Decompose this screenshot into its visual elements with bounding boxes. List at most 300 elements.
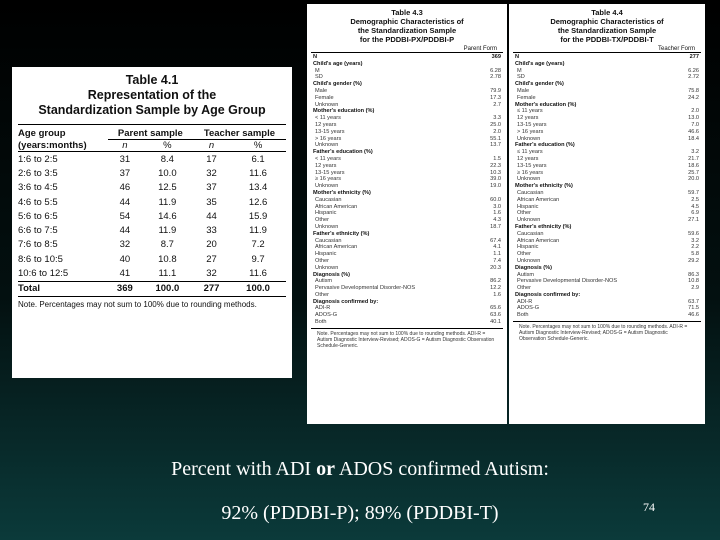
row-value: 7.0 [691,121,699,128]
demographic-row [509,74,705,81]
row-label: Other [517,251,531,258]
value-cell: 8.7 [160,239,174,251]
row-label: 12 years [315,162,337,169]
demographic-row [509,305,705,312]
age-group-cell: 6:6 to 7:5 [18,225,58,237]
row-label: N [515,54,520,60]
row-label: ≤ 11 years [517,149,543,156]
demographic-row [307,88,507,95]
value-cell: 31 [119,153,131,165]
age-group-cell: 7:6 to 8:5 [18,239,58,251]
row-label: 13-15 years [315,128,345,135]
row-label: Pervasive Developmental Disorder-NOS [315,285,416,292]
row-value: 39.0 [490,176,501,183]
row-label: Mother's ethnicity (%) [515,183,573,190]
row-value: 5.8 [691,251,699,258]
table-4-3-title [307,4,507,44]
row-value: 2.7 [493,101,501,108]
row-value: 2.5 [691,196,699,203]
row-value: 2.0 [493,128,501,135]
demographic-row [509,54,705,61]
demographic-row [307,305,507,312]
demographic-row [307,108,507,115]
page-number: 74 [643,500,655,514]
demographic-row [307,299,507,306]
row-value: 2.0 [691,108,699,115]
row-value: 4.5 [691,203,699,210]
total-row [18,281,286,296]
demographic-row [509,190,705,197]
value-cell: 32 [206,167,217,179]
demographic-row [509,122,705,129]
demographic-row [307,156,507,163]
age-group-cell: 2:6 to 3:5 [18,167,58,179]
demographic-row [509,129,705,136]
demographic-row [307,204,507,211]
demographic-row [509,95,705,102]
age-unit-header: (years:months) [18,140,108,152]
value-cell: 9.7 [251,253,265,265]
value-cell: 11.6 [249,268,267,280]
row-value: 18.4 [688,135,699,142]
row-value: 60.0 [490,196,501,203]
row-value: 277 [689,54,699,60]
table-4-4-title [509,4,705,44]
row-value: 46.6 [688,128,699,135]
row-label: Hispanic [517,203,539,210]
demographic-row [307,170,507,177]
value-cell: 7.2 [251,239,265,251]
row-label: SD [517,74,525,81]
row-label: Mother's education (%) [313,108,375,115]
value-cell: 32 [206,268,217,280]
value-cell: 8.4 [160,153,174,165]
table-title-line: for the PDDBI-TX/PDDBI-T [560,35,654,44]
row-value: 3.2 [691,149,699,156]
value-cell: 14.6 [158,210,177,222]
demographic-row [307,292,507,299]
row-value: 2.72 [688,74,699,81]
row-label: Autism [517,271,535,278]
demographic-row [509,149,705,156]
row-value: 86.2 [490,278,501,285]
row-value: 6.26 [688,67,699,74]
row-label: Unknown [315,183,339,190]
row-label: Unknown [517,257,541,264]
row-label: Both [517,312,529,319]
subheader-pct: % [230,140,286,152]
table-title-line: Standardization Sample by Age Group [38,103,266,117]
value-cell: 40 [119,253,131,265]
row-label: African American [315,244,358,251]
age-group-table [18,124,286,297]
row-label: Both [315,319,327,326]
table-title-line: Demographic Characteristics of [350,17,464,26]
table-row [18,166,286,180]
demographic-row [307,61,507,68]
parent-sample-header: Parent sample [108,125,193,140]
row-value: 4.1 [493,244,501,251]
row-label: Pervasive Developmental Disorder-NOS [517,278,618,285]
row-label: Caucasian [315,196,342,203]
value-cell: 6.1 [251,153,265,165]
row-value: 63.7 [688,298,699,305]
row-value: 25.0 [490,121,501,128]
table-4-4-note: Note. Percentages may not sum to 100% due to rounding methods. ADI-R = Autism Diagnostic Interview-Revised; ADOS-G = Autism Diagnostic Observation Schedule-Generic. [513,321,701,342]
table-title-line: for the PDDBI-PX/PDDBI-P [359,35,455,44]
row-value: 6.28 [490,67,501,74]
row-label: Mother's ethnicity (%) [313,189,371,196]
demographic-row [509,224,705,231]
row-label: Father's education (%) [515,142,575,149]
demographic-row [307,163,507,170]
value-cell: 11.6 [249,167,267,179]
caption-or: or [316,458,335,480]
row-label: Unknown [315,223,339,230]
table-4-4-card [509,4,705,424]
table-title-line: Table 4.1 [125,73,179,87]
row-value: 75.8 [688,87,699,94]
value-cell: 32 [119,239,131,251]
row-label: Unknown [315,142,339,149]
row-value: 79.9 [490,87,501,94]
demographic-row [307,81,507,88]
demographic-row [307,224,507,231]
value-cell: 44 [119,225,131,237]
demographic-row [509,299,705,306]
row-value: 63.6 [490,312,501,319]
row-label: Other [315,257,329,264]
row-value: 10.8 [688,278,699,285]
row-label: > 16 years [315,135,342,142]
value-cell: 10.8 [158,253,177,265]
value-cell: 44 [119,196,131,208]
row-value: 86.3 [688,271,699,278]
row-label: Mother's education (%) [515,101,577,108]
table-row [18,181,286,195]
age-group-header: Age group [18,125,108,140]
table-4-1-note: Note. Percentages may not sum to 100% due to rounding methods. [18,299,257,309]
row-label: Hispanic [315,251,337,258]
table-4-4-rows [509,54,705,319]
row-label: African American [315,203,358,210]
row-value: 2.78 [490,74,501,81]
row-label: ADI-R [517,298,533,305]
demographic-row [307,251,507,258]
subheader-pct: % [142,140,193,152]
age-group-cell: 5:6 to 6:5 [18,210,58,222]
row-label: African American [517,196,560,203]
value-cell: 12.5 [158,182,177,194]
demographic-row [509,244,705,251]
row-value: 13.0 [688,115,699,122]
row-label: ≤ 11 years [517,108,543,115]
demographic-row [307,136,507,143]
row-label: Male [517,87,530,94]
demographic-row [509,102,705,109]
row-value: 67.4 [490,237,501,244]
demographic-row [509,278,705,285]
row-label: N [313,54,318,60]
demographic-row [307,231,507,238]
value-cell: 11.9 [158,225,177,237]
row-value: 369 [491,54,501,60]
table-row [18,266,286,281]
row-value: 20.0 [688,176,699,183]
row-label: Diagnosis confirmed by: [313,298,379,305]
row-label: Father's ethnicity (%) [515,223,572,230]
row-label: Male [315,87,328,94]
row-value: 4.3 [493,217,501,224]
subheader-n: n [193,140,230,152]
total-cell: 100.0 [230,281,286,296]
demographic-row [307,217,507,224]
value-cell: 35 [206,196,217,208]
caption-line-2: 92% (PDDBI-P); 89% (PDDBI-T) [221,502,499,524]
value-cell: 17 [206,153,217,165]
age-group-cell: 3:6 to 4:5 [18,182,58,194]
row-value: 27.1 [688,217,699,224]
total-cell: 100.0 [142,281,193,296]
demographic-row [509,312,705,319]
row-label: Unknown [517,217,541,224]
row-value: 21.7 [688,155,699,162]
row-value: 20.3 [490,264,501,271]
demographic-row [307,102,507,109]
demographic-row [509,238,705,245]
demographic-row [307,244,507,251]
row-value: 2.9 [691,285,699,292]
table-title-line: Table 4.3 [391,8,423,17]
demographic-row [307,312,507,319]
row-value: 3.2 [691,237,699,244]
table-row [18,252,286,266]
demographic-row [307,197,507,204]
table-4-1-card [12,67,292,378]
row-label: Child's age (years) [515,60,565,67]
row-label: < 11 years [315,115,341,122]
demographic-row [509,204,705,211]
row-value: 65.6 [490,305,501,312]
demographic-row [307,74,507,81]
value-cell: 20 [206,239,217,251]
demographic-row [509,108,705,115]
row-label: 12 years [315,121,337,128]
table-title-line: Table 4.4 [591,8,623,17]
row-label: SD [315,74,323,81]
row-value: 18.6 [688,162,699,169]
demographic-row [509,265,705,272]
caption-text: ADOS confirmed Autism: [334,458,549,480]
value-cell: 11.9 [249,225,267,237]
demographic-row [509,251,705,258]
row-label: 12 years [517,115,539,122]
row-value: 3.0 [493,203,501,210]
value-cell: 33 [206,225,217,237]
row-value: 7.4 [493,257,501,264]
row-value: 12.2 [490,285,501,292]
row-label: Diagnosis (%) [313,271,350,278]
row-label: M [517,67,522,74]
demographic-row [509,231,705,238]
row-label: Other [517,210,531,217]
table-4-3-rows [307,54,507,326]
row-value: 1.5 [493,155,501,162]
row-label: Hispanic [517,244,539,251]
demographic-row [509,285,705,292]
row-label: Female [517,94,536,101]
caption-text: Percent with ADI [171,458,317,480]
demographic-row [509,156,705,163]
table-row [18,238,286,252]
row-label: < 11 years [315,155,341,162]
row-value: 25.7 [688,169,699,176]
demographic-row [307,149,507,156]
row-label: Other [315,291,329,298]
row-value: 40.1 [490,319,501,326]
row-label: Unknown [517,135,541,142]
row-label: > 16 years [517,128,544,135]
row-label: Diagnosis (%) [515,264,552,271]
total-label: Total [18,281,108,296]
table-title-line: the Standardization Sample [357,26,457,35]
parent-form-header: Parent Form [311,46,503,53]
row-label: Caucasian [517,189,544,196]
row-label: ADOS-G [315,312,338,319]
row-label: Child's age (years) [313,60,363,67]
table-4-3-card [307,4,507,424]
row-value: 10.3 [490,169,501,176]
row-value: 13.7 [490,142,501,149]
row-value: 1.6 [493,210,501,217]
teacher-form-header: Teacher Form [513,46,701,53]
demographic-row [509,217,705,224]
table-title-line: Representation of the [87,88,217,102]
demographic-row [307,176,507,183]
row-label: 13-15 years [517,121,547,128]
value-cell: 37 [119,167,131,179]
row-label: Autism [315,278,333,285]
demographic-row [307,54,507,61]
row-label: Child's gender (%) [515,81,564,88]
demographic-row [307,265,507,272]
row-label: Father's education (%) [313,149,373,156]
row-value: 59.6 [688,230,699,237]
table-4-1-title [12,67,292,118]
caption-line-1 [0,458,720,481]
demographic-row [307,122,507,129]
row-label: Hispanic [315,210,337,217]
row-label: 13-15 years [517,162,547,169]
value-cell: 12.6 [248,196,268,208]
row-value: 2.2 [691,244,699,251]
row-value: 55.1 [490,135,501,142]
row-value: 24.2 [688,94,699,101]
row-label: ≥ 16 years [315,176,342,183]
age-group-cell: 1:6 to 2:5 [18,153,58,165]
row-value: 59.7 [688,189,699,196]
row-value: 19.0 [490,183,501,190]
row-label: Unknown [315,101,339,108]
value-cell: 15.9 [248,210,268,222]
subheader-n: n [108,140,142,152]
demographic-row [307,115,507,122]
table-title-line: Demographic Characteristics of [550,17,664,26]
row-label: Unknown [517,176,541,183]
row-label: 12 years [517,155,539,162]
demographic-row [307,183,507,190]
demographic-row [509,68,705,75]
value-cell: 41 [119,268,131,280]
demographic-row [509,197,705,204]
demographic-row [509,170,705,177]
row-label: 13-15 years [315,169,345,176]
demographic-row [509,136,705,143]
value-cell: 37 [206,182,217,194]
demographic-row [307,258,507,265]
demographic-row [307,319,507,326]
demographic-row [509,81,705,88]
row-label: African American [517,237,560,244]
value-cell: 46 [119,182,131,194]
value-cell: 11.1 [158,268,177,280]
demographic-row [509,142,705,149]
row-label: Caucasian [517,230,544,237]
row-label: Unknown [315,264,339,271]
demographic-row [307,285,507,292]
table-row [18,195,286,209]
demographic-row [307,278,507,285]
demographic-row [509,258,705,265]
row-value: 46.6 [688,312,699,319]
row-label: Other [315,217,329,224]
row-label: Father's ethnicity (%) [313,230,370,237]
demographic-row [307,190,507,197]
demographic-row [307,129,507,136]
row-value: 71.5 [688,305,699,312]
value-cell: 27 [206,253,217,265]
row-label: Diagnosis confirmed by: [515,291,581,298]
value-cell: 54 [119,210,131,222]
table-row [18,223,286,237]
demographic-row [509,210,705,217]
row-label: Caucasian [315,237,342,244]
demographic-row [509,88,705,95]
table-row [18,152,286,167]
demographic-row [307,142,507,149]
demographic-row [509,163,705,170]
row-label: ADI-R [315,305,331,312]
total-cell: 369 [108,281,142,296]
row-label: Other [517,285,531,292]
demographic-row [509,183,705,190]
row-value: 1.6 [493,291,501,298]
demographic-row [307,272,507,279]
value-cell: 10.0 [158,167,177,179]
row-label: ADOS-G [517,305,540,312]
row-label: M [315,67,320,74]
row-value: 1.1 [493,251,501,258]
row-label: Female [315,94,334,101]
age-group-table-body [18,152,286,282]
table-title-line: the Standardization Sample [557,26,657,35]
row-value: 17.3 [490,94,501,101]
row-value: 29.2 [688,257,699,264]
demographic-row [307,95,507,102]
age-group-cell: 4:6 to 5:5 [18,196,58,208]
demographic-row [509,272,705,279]
row-value: 3.3 [493,115,501,122]
